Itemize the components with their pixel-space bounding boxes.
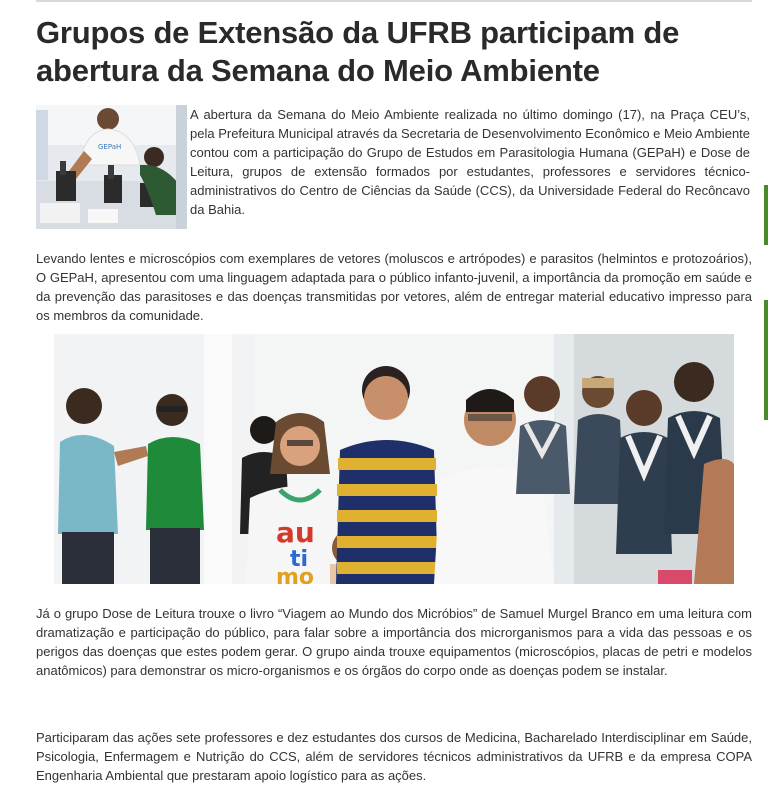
article-paragraph-3: Já o grupo Dose de Leitura trouxe o livro “Viagem ao Mundo dos Micróbios” de Samuel Murgel Branco em uma leitura com dramatização e participação do público, para falar sobre a importância dos microrganismos para a vida das pessoas e os perigos das doenças que estes podem gerar. O grupo ainda trouxe equipamentos (microscópios, placas de petri e modelos anatômicos) para demonstrar os micro-organismos e os órgãos do corpo onde as doenças podem se instalar. [36, 606, 752, 678]
thumbnail-photo-microscopes [36, 105, 187, 229]
svg-text:ti: ti [290, 547, 309, 572]
article-paragraph-1: A abertura da Semana do Meio Ambiente realizada no último domingo (17), na Praça CEU’s, pela Prefeitura Municipal através da Secretaria de Desenvolvimento Econômico e Meio Ambiente contou com a participação do Grupo de Estudos em Parasitologia Humana (GEPaH) e Dose de Leitura, grupos de extensão formados por estudantes, professores e servidores técnico-administrativos do Centro de Ciências da Saúde (CCS), da Universidade Federal do Recôncavo da Bahia. [190, 107, 751, 217]
article-paragraph-4: Participaram das ações sete professores e dez estudantes dos cursos de Medicina, Bacharelado Interdisciplinar em Saúde, Psicologia, Enfermagem e Nutrição do CCS, além de servidores técnicos administrativos da UFRB e da empresa COPA Engenharia Ambiental que prestaram apoio logístico para as ações. [36, 730, 752, 783]
article-title: Grupos de Extensão da UFRB participam de abertura da Semana do Meio Ambiente [36, 15, 680, 88]
svg-text:au: au [276, 516, 315, 549]
group-photo [54, 334, 734, 584]
sidebar-edge-lower [764, 300, 768, 420]
svg-text:mo: mo [276, 565, 315, 584]
svg-text:GEPaH: GEPaH [98, 143, 122, 151]
top-divider [36, 0, 752, 2]
sidebar-edge [764, 185, 768, 245]
article-paragraph-2: Levando lentes e microscópios com exemplares de vetores (moluscos e artrópodes) e parasitos (helmintos e protozoários), O GEPaH, apresentou com uma linguagem adaptada para o público infanto-juvenil, a importância da promoção em saúde e da prevenção das parasitoses e das doenças transmitidas por vetores, além de entregar material educativo impresso para os membros da comunidade. [36, 251, 752, 323]
